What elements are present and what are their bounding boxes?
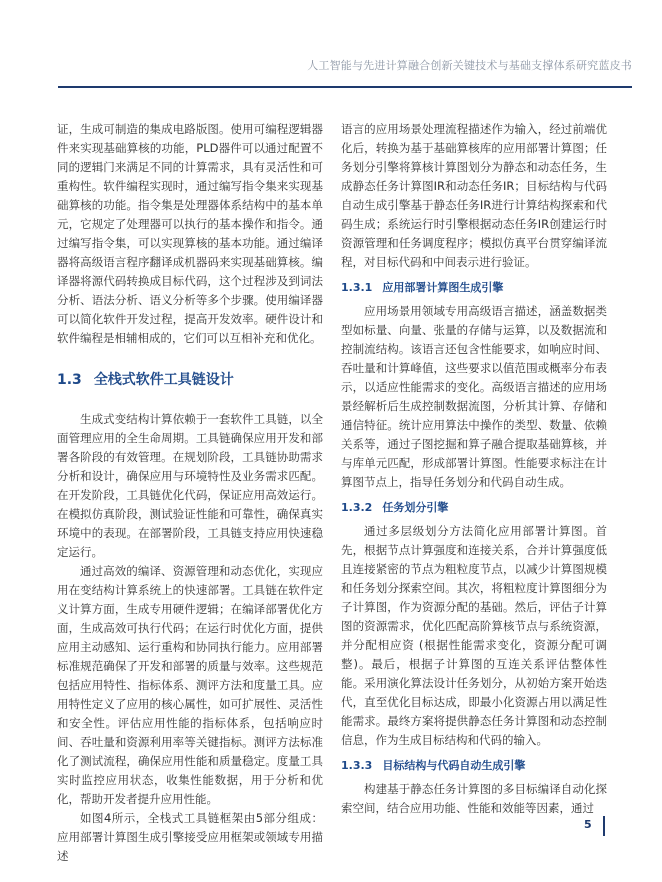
left-column	[57, 120, 323, 866]
paragraph: 构建基于静态任务计算图的多目标编译自动化探索空间，结合应用功能、性能和效能等因素，通过	[341, 782, 607, 815]
section-number: 1.3	[57, 372, 82, 388]
paragraph: 应用场景用领域专用高级语言描述，涵盖数据类型如标量、向量、张量的存储与运算，以及数据流和控制流结构。该语言还包含性能要求，如响应时间、吞吐量和计算峰值，这些要求以值范围或概率分布表示，以适应性能需求的变化。高级语言描述的应用场景经解析后生成控制数据流图，分析其计算、存储和通信特征。统计应用算法中操作的类型、数量、依赖关系等，通过子图挖掘和算子融合提取基础算核，并与库单元匹配，形成部署计算图。性能要求标注在计算图节点上，指导任务划分和代码自动生成。	[341, 304, 607, 489]
paragraph: 如图4所示，全栈式工具链框架由5部分组成：应用部署计算图生成引擎接受应用框架或领域专用描述	[57, 811, 323, 863]
subsection-title: 目标结构与代码自动生成引擎	[382, 759, 526, 772]
paragraph: 证，生成可制造的集成电路版图。使用可编程逻辑器件来实现基础算核的功能，PLD器件可以通过配置不同的逻辑门来满足不同的计算需求，具有灵活性和可重构性。软件编程实现时，通过编写指令集来实现基础算核的功能。指令集是处理器体系结构中的基本单元，它规定了处理器可以执行的基本操作和指令。通过编写指令集，可以实现算核的基本功能。通过编译器将高级语言程序翻译成机器码来实现基础算核。编译器将源代码转换成目标代码，这个过程涉及到词法分析、语法分析、语义分析等多个步骤。使用编译器可以简化软件开发过程，提高开发效率。硬件设计和软件编程是相辅相成的，它们可以互相补充和优化。	[57, 122, 323, 345]
right-column	[341, 120, 607, 818]
subsection-number: 1.3.3	[341, 759, 373, 772]
page-number: 5	[584, 818, 592, 831]
paragraph: 生成式变结构计算依赖于一套软件工具链，以全面管理应用的全生命周期。工具链确保应用开发和部署各阶段的有效管理。在规划阶段，工具链协助需求分析和设计，确保应用与环境特性及业务需求匹配。在开发阶段，工具链优化代码，保证应用高效运行。在模拟仿真阶段，测试验证性能和可靠性，确保真实环境中的表现。在部署阶段，工具链支持应用快速稳定运行。	[57, 412, 323, 559]
subsection-heading	[341, 499, 607, 517]
subsection-heading	[341, 757, 607, 775]
section-heading	[57, 370, 323, 390]
header-rule	[58, 86, 632, 88]
section-title: 全栈式软件工具链设计	[93, 372, 234, 388]
subsection-number: 1.3.2	[341, 501, 373, 514]
page-number-bar	[603, 816, 605, 836]
paragraph: 语言的应用场景处理流程描述作为输入，经过前端优化后，转换为基于基础算核库的应用部署计算图；任务划分引擎将算核计算图划分为静态和动态任务，生成静态任务计算图IR和动态任务IR；目标结构与代码自动生成引擎基于静态任务IR进行计算结构探索和代码生成；系统运行时引擎根据动态任务IR创建运行时资源管理和任务调度程序；模拟仿真平台贯穿编译流程，对目标代码和中间表示进行验证。	[341, 122, 607, 269]
subsection-title: 任务划分引擎	[382, 501, 449, 514]
subsection-title: 应用部署计算图生成引擎	[382, 281, 504, 294]
subsection-number: 1.3.1	[341, 281, 373, 294]
paragraph: 通过高效的编译、资源管理和动态优化，实现应用在变结构计算系统上的快速部署。工具链在软件定义计算方面，生成专用硬件逻辑；在编译部署优化方面，生成高效可执行代码；在运行时优化方面，提供应用主动感知、运行重构和协同执行能力。应用部署标准规范确保了开发和部署的质量与效率。这些规范包括应用特性、指标体系、测评方法和度量工具。应用特性定义了应用的核心属性，如可扩展性、灵活性和安全性。评估应用性能的指标体系，包括响应时间、吞吐量和资源利用率等关键指标。测评方法标准化了测试流程，确保应用性能和质量稳定。度量工具实时监控应用状态，收集性能数据，用于分析和优化，帮助开发者提升应用性能。	[57, 564, 323, 806]
paragraph: 通过多层级划分方法简化应用部署计算图。首先，根据节点计算强度和连接关系，合并计算强度低且连接紧密的节点为粗粒度节点，以减少计算图规模和任务划分探索空间。其次，将粗粒度计算图细分为子计算图，作为资源分配的基础。然后，评估子计算图的资源需求，优化匹配高阶算核节点与系统资源，并分配相应资 (根据性能需求变化，资源分配可调整)。最后，根据子计算图的互连关系评估整体性能。采用演化算法设计任务划分，从初始方案开始迭代，直至优化目标达成，即最小化资源占用以满足性能需求。最终方案将提供静态任务计算图和动态控制信息，作为生成目标结构和代码的输入。	[341, 524, 607, 747]
running-header: 人工智能与先进计算融合创新关键技术与基础支撑体系研究蓝皮书	[307, 59, 632, 72]
subsection-heading	[341, 279, 607, 297]
